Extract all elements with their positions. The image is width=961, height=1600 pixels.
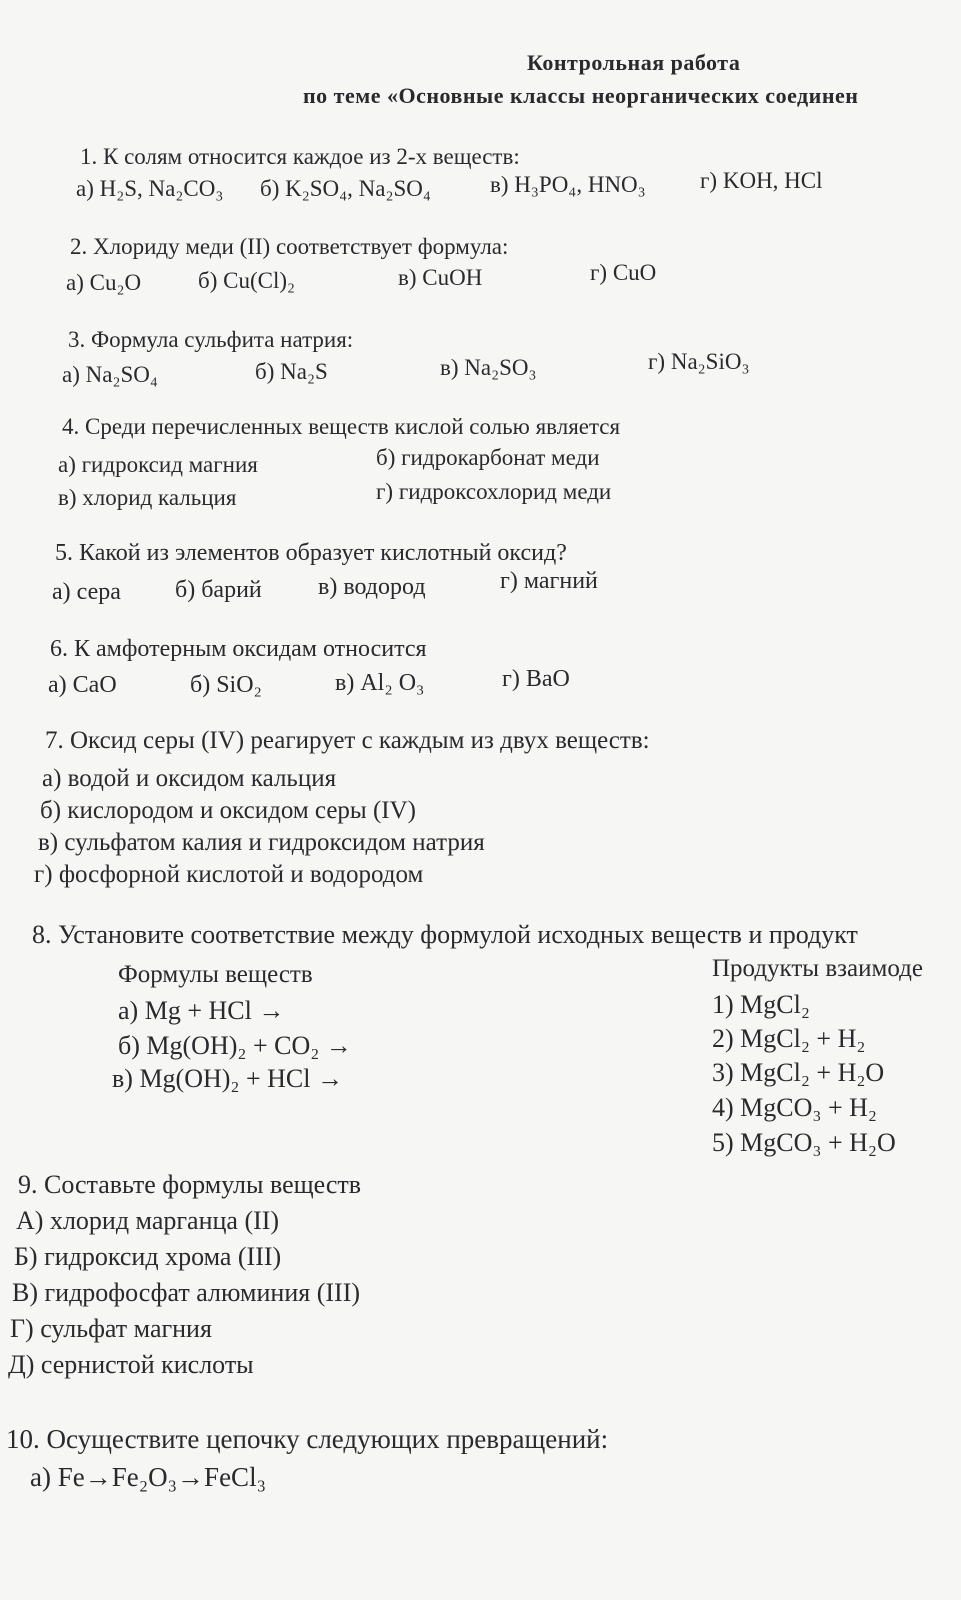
question-9-text: 9. Составьте формулы веществ — [18, 1170, 362, 1199]
q4-option-a: а) гидроксид магния — [58, 452, 258, 477]
q9-item-b: Б) гидроксид хрома (III) — [14, 1242, 282, 1271]
q9-item-d: Г) сульфат магния — [10, 1314, 212, 1343]
q6-option-c: в) Al₂ O₃ — [335, 670, 425, 696]
q2-option-c: в) CuOH — [398, 265, 483, 290]
q8-right-header: Продукты взаимоде — [712, 955, 923, 982]
q6-option-a: а) CaO — [48, 672, 117, 698]
title-line-2: по теме «Основные классы неорганических соединен — [303, 83, 859, 108]
title-line-1: Контрольная работа — [527, 50, 741, 75]
q10-item-a: а) Fe→Fe₂O₃→FeCl₃ — [30, 1462, 266, 1492]
q3-option-a: а) Na₂SO₄ — [62, 362, 158, 387]
q8-left-header: Формулы веществ — [118, 961, 313, 988]
q2-option-d: г) CuO — [590, 260, 657, 285]
q8-right-4: 4) MgCO₃ + H₂ — [712, 1093, 877, 1122]
q9-item-a: А) хлорид марганца (II) — [16, 1206, 280, 1235]
question-4-text: 4. Среди перечисленных веществ кислой солью является — [62, 414, 621, 439]
q8-left-a: а) Mg + HCl → — [118, 996, 285, 1025]
q3-option-c: в) Na₂SO₃ — [440, 355, 537, 380]
q9-item-e: Д) сернистой кислоты — [8, 1350, 254, 1379]
q2-option-a: а) Cu₂O — [66, 270, 142, 295]
q5-option-c: в) водород — [318, 574, 426, 600]
q8-left-c: в) Mg(OH)₂ + HCl → — [112, 1064, 343, 1093]
q4-option-b: б) гидрокарбонат меди — [376, 445, 600, 470]
q7-option-b: б) кислородом и оксидом серы (IV) — [40, 797, 417, 824]
q8-right-1: 1) MgCl₂ — [712, 990, 810, 1019]
q3-option-b: б) Na₂S — [255, 359, 328, 384]
q6-option-b: б) SiO₂ — [190, 672, 262, 698]
q3-option-d: г) Na₂SiO₃ — [648, 349, 750, 374]
q7-option-d: г) фосфорной кислотой и водородом — [34, 861, 424, 888]
question-7-text: 7. Оксид серы (IV) реагирует с каждым из двух веществ: — [45, 727, 650, 754]
q1-option-b: б) K₂SO₄, Na₂SO₄ — [260, 176, 431, 201]
q8-left-b: б) Mg(OH)₂ + CO₂ → — [118, 1031, 352, 1060]
q9-item-c: В) гидрофосфат алюминия (III) — [12, 1278, 361, 1307]
question-1-text: 1. К солям относится каждое из 2-х веществ: — [80, 144, 520, 169]
question-6-text: 6. К амфотерным оксидам относится — [50, 636, 427, 662]
q1-option-c: в) H₃PO₄, HNO₃ — [490, 172, 646, 197]
question-8-text: 8. Установите соответствие между формулой исходных веществ и продукт — [32, 920, 858, 949]
q5-option-b: б) барий — [175, 577, 262, 603]
question-10-text: 10. Осуществите цепочку следующих превращений: — [6, 1424, 609, 1454]
q4-option-c: в) хлорид кальция — [58, 485, 237, 510]
q6-option-d: г) BaO — [502, 666, 570, 692]
question-3-text: 3. Формула сульфита натрия: — [68, 327, 354, 352]
q4-option-d: г) гидроксохлорид меди — [376, 479, 612, 504]
q5-option-a: а) сера — [52, 579, 121, 605]
q5-option-d: г) магний — [500, 568, 598, 594]
q1-option-a: а) H₂S, Na₂CO₃ — [76, 176, 224, 201]
q7-option-a: а) водой и оксидом кальция — [42, 765, 337, 792]
q8-right-3: 3) MgCl₂ + H₂O — [712, 1058, 885, 1087]
q7-option-c: в) сульфатом калия и гидроксидом натрия — [38, 829, 485, 856]
q8-right-2: 2) MgCl₂ + H₂ — [712, 1024, 866, 1053]
q1-option-d: г) KOH, HCl — [700, 168, 823, 193]
q8-right-5: 5) MgCO₃ + H₂O — [712, 1128, 896, 1157]
question-5-text: 5. Какой из элементов образует кислотный оксид? — [55, 540, 567, 566]
question-2-text: 2. Хлориду меди (II) соответствует формула: — [70, 234, 509, 259]
q2-option-b: б) Cu(Cl)₂ — [198, 268, 296, 293]
